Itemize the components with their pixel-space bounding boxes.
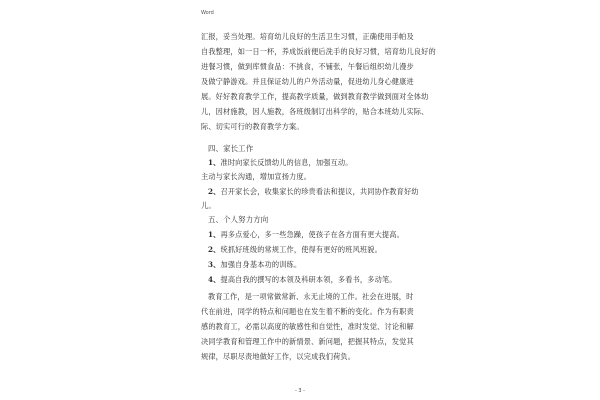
- list-item-number: 3、: [208, 260, 221, 269]
- list-item-text: 加强自身基本功的训练。: [220, 260, 302, 269]
- header-app-label: Word: [201, 10, 214, 16]
- list-item-text: 提高自我的撰写的本领及科研本领，多看书，多动笔。: [220, 275, 397, 284]
- paragraph-line: 及做宁静游戏。并且保证幼儿的户外活动量，促进幼儿身心健康进: [201, 77, 414, 86]
- list-item: [201, 172, 311, 181]
- page-number: - 3 -: [295, 388, 305, 394]
- list-item-text: 统抓好班级的常规工作，使得有更好的班风班貌。: [220, 245, 382, 254]
- section-heading: 五、个人努力方向: [208, 215, 269, 224]
- paragraph-line: 规律，尽职尽责地做好工作，以完成我们荷负。: [201, 352, 356, 361]
- paragraph-line: 教育工作，是一项常做常新、永无止境的工作。社会在进展，时: [208, 292, 414, 301]
- paragraph-line: 代在前进，同学的特点和问题也在发生着不断的变化。作为有职责: [201, 307, 414, 316]
- list-item: [208, 230, 404, 239]
- paragraph-line: 汇报，妥当处理。培育幼儿良好的生活卫生习惯，正确使用手帕及: [201, 32, 414, 41]
- list-item-number: 1、: [208, 230, 221, 239]
- list-item-text: 再多点爱心，多一些急躁，使孩子在各方面有更大提高。: [220, 230, 404, 239]
- paragraph-line: 际、切实可行的教育教学方案。: [201, 122, 304, 131]
- list-item-number: 4、: [208, 275, 221, 284]
- paragraph-line: 决同学教育和管理工作中的新情景、新问题，把握其特点，发觉其: [201, 337, 414, 346]
- paragraph-line: 进餐习惯，做到库惯食品：不挑食，不铺张，午餐后组织幼儿漫步: [201, 62, 414, 71]
- list-item: [208, 158, 353, 167]
- list-item: [208, 245, 382, 254]
- list-item-number: 2、: [208, 245, 221, 254]
- list-item: [208, 275, 397, 284]
- list-item-number: 1、: [208, 158, 221, 167]
- list-item-text: 准时向家长反馈幼儿的信息，加强互动。: [220, 158, 353, 167]
- list-item-text: 主动与家长沟通，增加宣扬力度。: [201, 172, 312, 181]
- paragraph-line: 感的教育工，必需以高度的敏感性和自觉性，准时发觉、讨论和解: [201, 322, 414, 331]
- list-item: [208, 260, 301, 269]
- paragraph-line: 自我整理，如一日一杯，养成饭前便后洗手的良好习惯，培育幼儿良好的: [201, 47, 436, 56]
- list-item-text: 召开家长会，收集家长的珍贵看法和提议，共同协作教育好幼: [220, 187, 419, 196]
- section-heading: 四、家长工作: [208, 144, 254, 153]
- list-item: [201, 201, 216, 210]
- list-item-number: 2、: [208, 187, 221, 196]
- paragraph-line: 儿，因材施教，因人施教，各班级制订出科学的，贴合本班幼儿实际、: [201, 107, 429, 116]
- list-item: [208, 187, 419, 196]
- list-item-text: 儿。: [201, 201, 216, 210]
- paragraph-line: 展。好好教育教学工作，提高教学质量，做到教育教学做到面对全体幼: [201, 92, 429, 101]
